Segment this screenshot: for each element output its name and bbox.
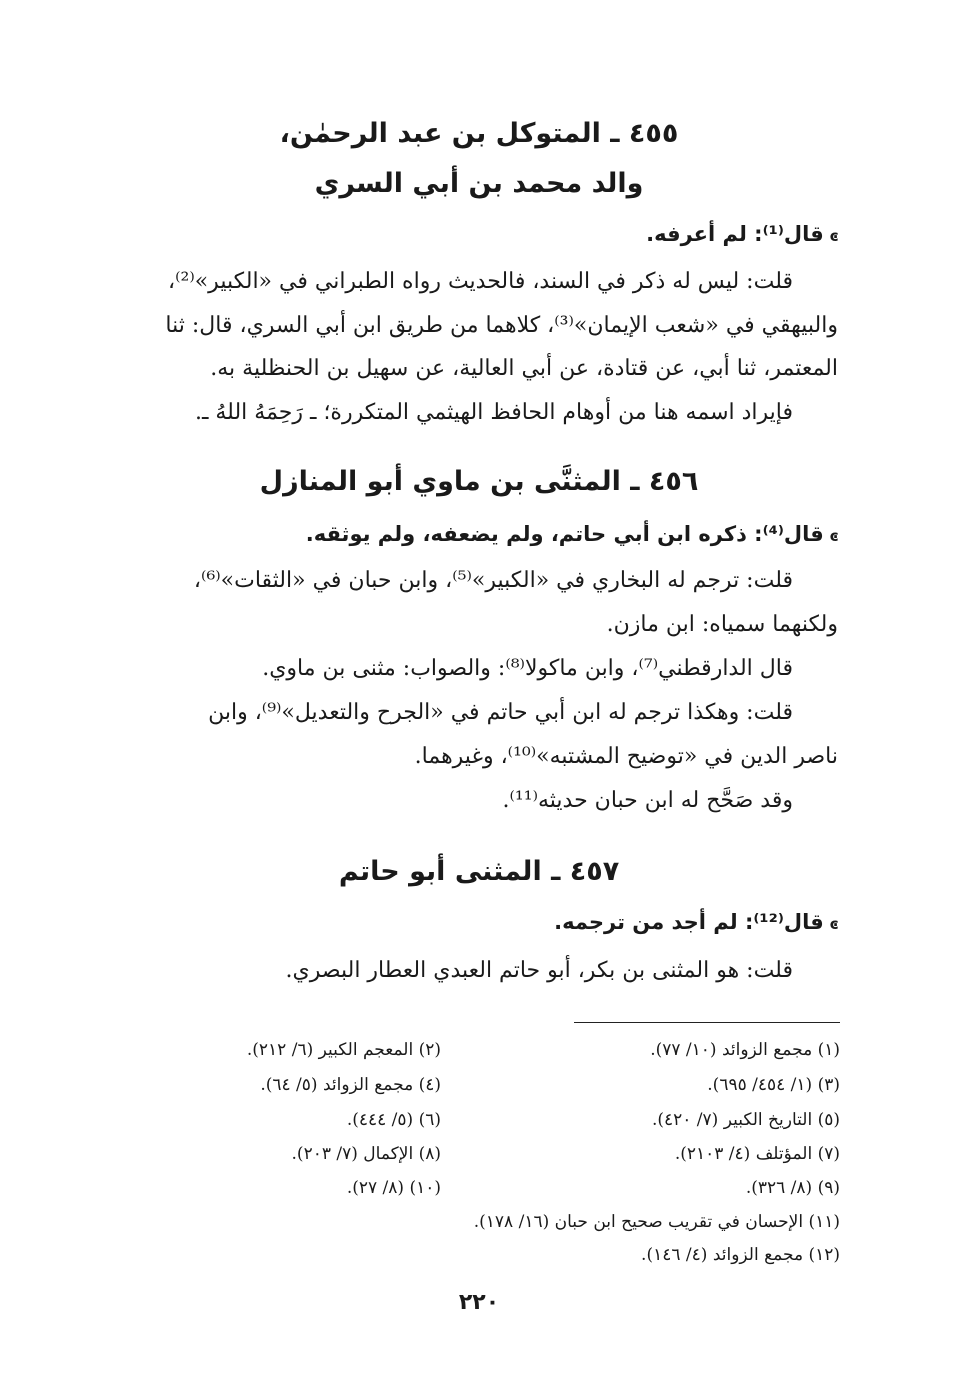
body-line: قال الدارقطني⁽⁷⁾، وابن ماكولا⁽⁸⁾: والصواب: مثنى بن ماوي. [262,656,793,681]
footnote: (٥) التاريخ الكبير (٧/ ٤٢٠). [651,1110,840,1130]
footnote-separator [574,1022,840,1023]
body-line: قلت: هو المثنى بن بكر، أبو حاتم العبدي العطار البصري. [285,958,793,983]
body-line: قلت: ترجم له البخاري في «الكبير»⁽⁵⁾، وابن حبان في «الثقات»⁽⁶⁾، [193,568,793,593]
footnote: (٢) المعجم الكبير (٦/ ٢١٢). [246,1040,441,1060]
entry-heading: ٤٥٧ ـ المثنى أبو حاتم [338,856,620,887]
footnote: (٦) (٥/ ٤٤٤). [346,1110,441,1130]
entry-heading: ٤٥٦ ـ المثنَّى بن ماوي أبو المنازل [259,466,699,497]
qal-text: قال⁽¹⁾: لم أعرفه. [646,222,824,246]
footnote: (١٠) (٨/ ٢٧). [346,1178,441,1198]
entry-heading: والد محمد بن أبي السري [314,168,644,199]
qal-marker: ͼ [829,915,838,933]
page-number: ٢٢٠ [458,1290,500,1315]
footnote: (٨) الإكمال (٧/ ٢٠٣). [291,1144,441,1164]
body-line: قلت: وهكذا ترجم له ابن أبي حاتم في «الجرح والتعديل»⁽⁹⁾، وابن [208,700,793,725]
qal-marker: ͼ [829,527,838,545]
footnote: (١١) الإحسان في تقريب صحيح ابن حبان (١٦/ ١٧٨). [473,1212,840,1232]
footnote: (٩) (٨/ ٣٢٦). [745,1178,840,1198]
footnote: (١٢) مجمع الزوائد (٤/ ١٤٦). [641,1245,840,1265]
qal-line [306,522,838,546]
body-line: قلت: ليس له ذكر في السند، فالحديث رواه الطبراني في «الكبير»⁽²⁾، [167,269,793,294]
body-line: والبيهقي في «شعب الإيمان»⁽³⁾، كلاهما من طريق ابن أبي السري، قال: ثنا [165,313,838,338]
body-line: وقد صَحَّح له ابن حبان حديثه⁽¹¹⁾. [502,788,793,813]
footnote: (١) مجمع الزوائد (١٠/ ٧٧). [650,1040,840,1060]
footnote: (٤) مجمع الزوائد (٥/ ٦٤). [260,1075,441,1095]
entry-heading: ٤٥٥ ـ المتوكل بن عبد الرحمٰن، [279,118,679,149]
body-line: ناصر الدين في «توضيح المشتبه»⁽¹⁰⁾، وغيرهما. [414,744,838,769]
body-line: فإيراد اسمه هنا من أوهام الحافظ الهيثمي المتكررة؛ ـ رَحِمَهُ اللهُ ـ. [194,400,793,425]
footnote: (٧) المؤتلف (٤/ ٢١٠٣). [674,1144,840,1164]
footnote: (٣) (١/ ٤٥٤/ ٦٩٥). [707,1075,840,1095]
qal-text: قال⁽¹²⁾: لم أجد من ترجمه. [554,910,824,934]
body-line: المعتمر، ثنا أبي، عن قتادة، عن أبي العالية، عن سهيل بن الحنظلية به. [210,356,838,381]
qal-line [646,222,838,246]
qal-text: قال⁽⁴⁾: ذكره ابن أبي حاتم، ولم يضعفه، ولم يوثقه. [305,522,824,546]
body-line: ولكنهما سمياه: ابن مازن. [606,612,838,637]
qal-line [554,910,838,934]
qal-marker: ͼ [829,227,838,245]
